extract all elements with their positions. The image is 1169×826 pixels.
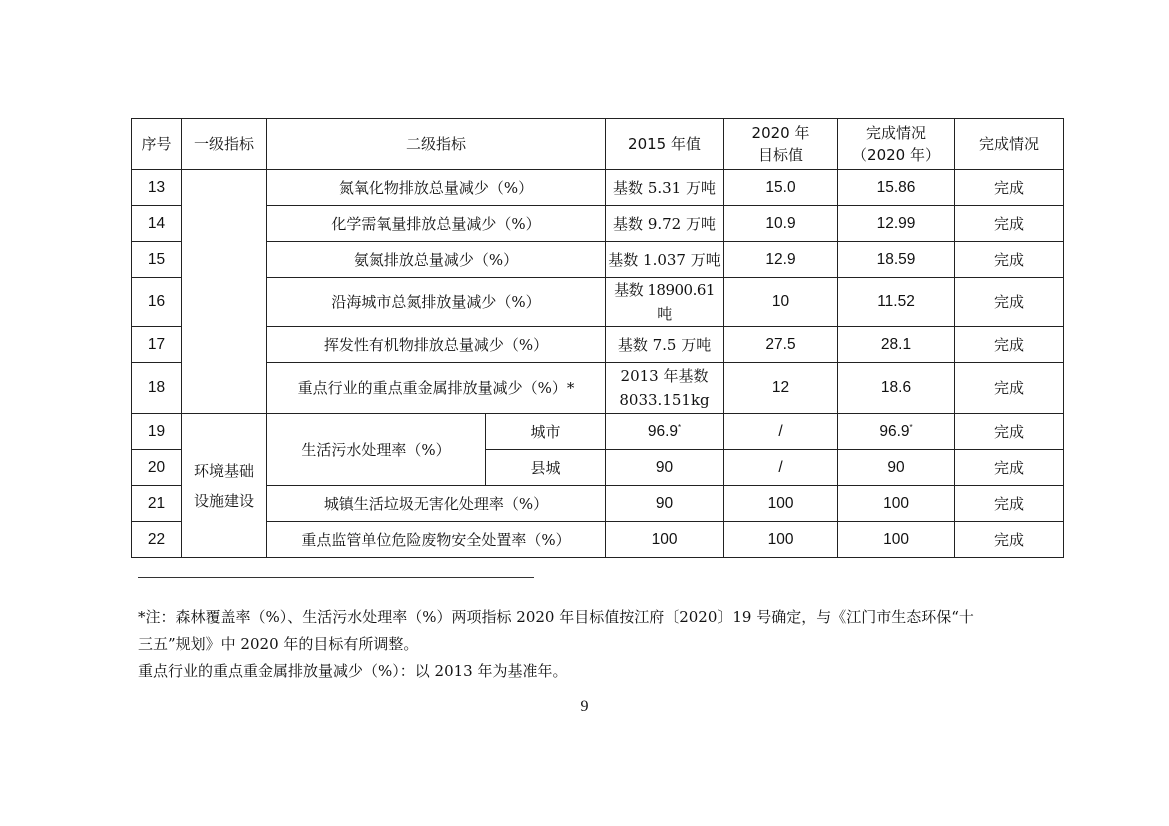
row-indicator: 重点行业的重点重金属排放量减少（%）* — [267, 363, 606, 414]
row-target: 10.9 — [724, 206, 838, 242]
row-seq: 14 — [132, 206, 182, 242]
row-achieved: 12.99 — [838, 206, 955, 242]
row-status: 完成 — [955, 327, 1064, 363]
row-achieved: 18.6 — [838, 363, 955, 414]
row-achieved: 11.52 — [838, 278, 955, 327]
row-subcategory: 城市 — [486, 414, 606, 450]
row-target: 100 — [724, 486, 838, 522]
table-row — [132, 206, 1064, 242]
row-indicator: 生活污水处理率（%） — [267, 414, 486, 486]
header-target-2020: 2020 年 目标值 — [724, 119, 838, 170]
row-status: 完成 — [955, 206, 1064, 242]
footnote-line: *注：森林覆盖率（%）、生活污水处理率（%）两项指标 2020 年目标值按江府〔2020〕19 号确定，与《江门市生态环保“十 — [138, 608, 974, 626]
row-status: 完成 — [955, 486, 1064, 522]
row-indicator: 沿海城市总氮排放量减少（%） — [267, 278, 606, 327]
row-target: 12 — [724, 363, 838, 414]
table-row — [132, 414, 1064, 450]
category-cell-blank — [182, 170, 267, 414]
row-base: 基数 5.31 万吨 — [606, 170, 724, 206]
row-status: 完成 — [955, 450, 1064, 486]
row-indicator: 氨氮排放总量减少（%） — [267, 242, 606, 278]
header-seq: 序号 — [132, 119, 182, 170]
row-seq: 13 — [132, 170, 182, 206]
row-achieved: 100 — [838, 486, 955, 522]
row-seq: 16 — [132, 278, 182, 327]
row-base: 90 — [606, 450, 724, 486]
row-seq: 15 — [132, 242, 182, 278]
row-base: 2013 年基数 8033.151kg — [606, 363, 724, 414]
row-status: 完成 — [955, 242, 1064, 278]
footnote-mark: * — [909, 422, 913, 432]
row-achieved: 28.1 — [838, 327, 955, 363]
row-target: 12.9 — [724, 242, 838, 278]
row-status: 完成 — [955, 414, 1064, 450]
row-base: 90 — [606, 486, 724, 522]
header-achieved-2020: 完成情况 （2020 年） — [838, 119, 955, 170]
category-infrastructure: 环境基础 设施建设 — [182, 414, 267, 558]
header-level1: 一级指标 — [182, 119, 267, 170]
row-target: 10 — [724, 278, 838, 327]
row-target: / — [724, 414, 838, 450]
row-target: 100 — [724, 522, 838, 558]
table-row — [132, 242, 1064, 278]
row-seq: 18 — [132, 363, 182, 414]
row-base: 基数 9.72 万吨 — [606, 206, 724, 242]
table-row — [132, 170, 1064, 206]
row-base: 基数 1.037 万吨 — [606, 242, 724, 278]
table-row — [132, 363, 1064, 414]
row-achieved: 96.9* — [838, 414, 955, 450]
header-level2: 二级指标 — [267, 119, 606, 170]
footnote-line: 重点行业的重点重金属排放量减少（%）：以 2013 年为基准年。 — [138, 662, 568, 680]
row-seq: 20 — [132, 450, 182, 486]
row-indicator: 挥发性有机物排放总量减少（%） — [267, 327, 606, 363]
row-achieved: 18.59 — [838, 242, 955, 278]
header-status: 完成情况 — [955, 119, 1064, 170]
row-seq: 19 — [132, 414, 182, 450]
row-status: 完成 — [955, 278, 1064, 327]
row-indicator: 化学需氧量排放总量减少（%） — [267, 206, 606, 242]
table-row — [132, 278, 1064, 327]
footnote-mark: * — [678, 422, 682, 432]
header-base-2015: 2015 年值 — [606, 119, 724, 170]
footnote-line: 三五”规划》中 2020 年的目标有所调整。 — [138, 635, 419, 653]
row-indicator: 城镇生活垃圾无害化处理率（%） — [267, 486, 606, 522]
row-base: 基数 7.5 万吨 — [606, 327, 724, 363]
row-base: 100 — [606, 522, 724, 558]
row-target: 27.5 — [724, 327, 838, 363]
row-target: 15.0 — [724, 170, 838, 206]
footnotes — [138, 604, 1054, 685]
footnote-divider — [138, 577, 534, 578]
table-row — [132, 522, 1064, 558]
page-number: 9 — [580, 698, 589, 715]
row-base: 基数 18900.61 吨 — [606, 278, 724, 327]
table-row — [132, 486, 1064, 522]
row-status: 完成 — [955, 522, 1064, 558]
row-achieved: 100 — [838, 522, 955, 558]
row-status: 完成 — [955, 170, 1064, 206]
header-row — [132, 119, 1064, 170]
row-status: 完成 — [955, 363, 1064, 414]
row-base: 96.9* — [606, 414, 724, 450]
row-indicator: 重点监管单位危险废物安全处置率（%） — [267, 522, 606, 558]
row-achieved: 90 — [838, 450, 955, 486]
row-seq: 22 — [132, 522, 182, 558]
row-seq: 21 — [132, 486, 182, 522]
row-seq: 17 — [132, 327, 182, 363]
row-achieved: 15.86 — [838, 170, 955, 206]
row-target: / — [724, 450, 838, 486]
row-subcategory: 县城 — [486, 450, 606, 486]
indicator-table — [131, 118, 1064, 558]
row-indicator: 氮氧化物排放总量减少（%） — [267, 170, 606, 206]
table-row — [132, 327, 1064, 363]
